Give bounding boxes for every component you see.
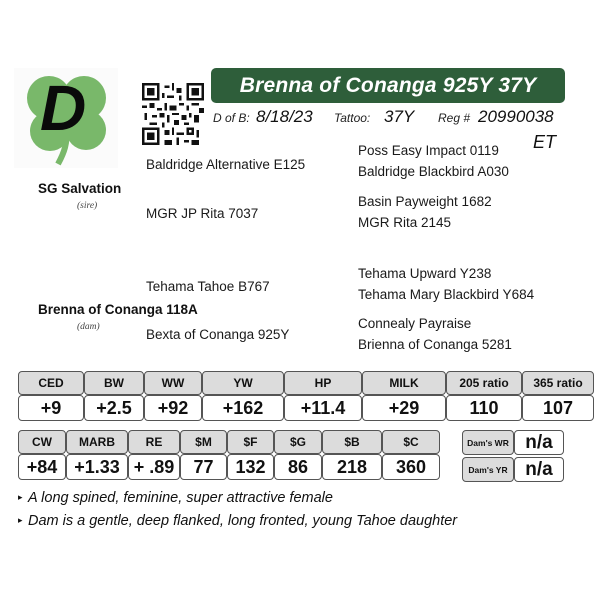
dam-wr-value: n/a <box>514 430 564 455</box>
epd-value-dollar-g: 86 <box>274 454 322 480</box>
breeder-logo <box>14 68 118 168</box>
dam-wr-label: Dam's WR <box>462 430 514 455</box>
dam-dam: Bexta of Conanga 925Y <box>146 327 290 342</box>
sire-sire-dam: Baldridge Blackbird A030 <box>358 164 509 179</box>
dob-value: 8/18/23 <box>256 107 313 126</box>
note-item <box>18 490 333 506</box>
epd-table-2 <box>18 430 458 482</box>
note-text: Dam is a gentle, deep flanked, long fronted, young Tahoe daughter <box>28 513 458 529</box>
reg-label: Reg # <box>438 111 471 125</box>
epd-value-cw: +84 <box>18 454 66 480</box>
epd-table-1 <box>18 371 583 423</box>
sire-dam-sire: Basin Payweight 1682 <box>358 194 492 209</box>
bullet-icon: ▸ <box>18 515 23 525</box>
qr-code-icon[interactable] <box>142 83 204 145</box>
epd-label-205-ratio: 205 ratio <box>446 371 522 395</box>
epd-value-marb: +1.33 <box>66 454 128 480</box>
epd-value-dollar-c: 360 <box>382 454 440 480</box>
note-text: A long spined, feminine, super attractive female <box>28 490 333 506</box>
epd-label-dollar-c: $C <box>382 430 440 454</box>
epd-label-bw: BW <box>84 371 144 395</box>
sire-caption: (sire) <box>77 201 98 211</box>
dam-sire-dam: Tehama Mary Blackbird Y684 <box>358 287 535 302</box>
epd-label-ww: WW <box>144 371 202 395</box>
epd-label-dollar-b: $B <box>322 430 382 454</box>
epd-value-ced: +9 <box>18 395 84 421</box>
dam-sire-sire: Tehama Upward Y238 <box>358 266 492 281</box>
dam-ratio-table <box>462 430 564 482</box>
epd-label-milk: MILK <box>362 371 446 395</box>
epd-label-dollar-g: $G <box>274 430 322 454</box>
epd-value-milk: +29 <box>362 395 446 421</box>
animal-name-banner <box>211 68 565 103</box>
bullet-icon: ▸ <box>18 492 23 502</box>
note-item <box>18 513 457 529</box>
animal-name: Brenna of Conanga 925Y 37Y <box>239 73 537 97</box>
logo-letter: D <box>40 72 87 144</box>
epd-value-365-ratio: 107 <box>522 395 594 421</box>
tattoo-label: Tattoo: <box>334 111 371 125</box>
epd-label-ced: CED <box>18 371 84 395</box>
epd-value-205-ratio: 110 <box>446 395 522 421</box>
epd-value-dollar-m: 77 <box>180 454 227 480</box>
epd-value-yw: +162 <box>202 395 284 421</box>
epd-label-re: RE <box>128 430 180 454</box>
dam-dam-dam: Brienna of Conanga 5281 <box>358 337 512 352</box>
sire-sire: Baldridge Alternative E125 <box>146 157 306 172</box>
epd-label-dollar-m: $M <box>180 430 227 454</box>
epd-value-bw: +2.5 <box>84 395 144 421</box>
epd-label-marb: MARB <box>66 430 128 454</box>
et-badge: ET <box>533 132 557 152</box>
dam-name: Brenna of Conanga 118A <box>38 302 198 317</box>
epd-label-hp: HP <box>284 371 362 395</box>
dam-caption: (dam) <box>77 322 100 332</box>
sire-dam-dam: MGR Rita 2145 <box>358 215 452 230</box>
epd-label-yw: YW <box>202 371 284 395</box>
dam-yr-label: Dam's YR <box>462 457 514 482</box>
epd-label-cw: CW <box>18 430 66 454</box>
epd-label-dollar-f: $F <box>227 430 274 454</box>
tattoo-value: 37Y <box>384 107 415 126</box>
epd-value-dollar-b: 218 <box>322 454 382 480</box>
reg-value: 20990038 <box>478 107 554 126</box>
epd-label-365-ratio: 365 ratio <box>522 371 594 395</box>
dam-yr-value: n/a <box>514 457 564 482</box>
sire-name: SG Salvation <box>38 181 122 196</box>
epd-value-ww: +92 <box>144 395 202 421</box>
sire-dam: MGR JP Rita 7037 <box>146 206 259 221</box>
epd-value-re: + .89 <box>128 454 180 480</box>
epd-value-dollar-f: 132 <box>227 454 274 480</box>
epd-value-hp: +11.4 <box>284 395 362 421</box>
dob-label: D of B: <box>213 111 250 125</box>
dam-dam-sire: Connealy Payraise <box>358 316 472 331</box>
sire-sire-sire: Poss Easy Impact 0119 <box>358 143 499 158</box>
dam-sire: Tehama Tahoe B767 <box>146 279 270 294</box>
